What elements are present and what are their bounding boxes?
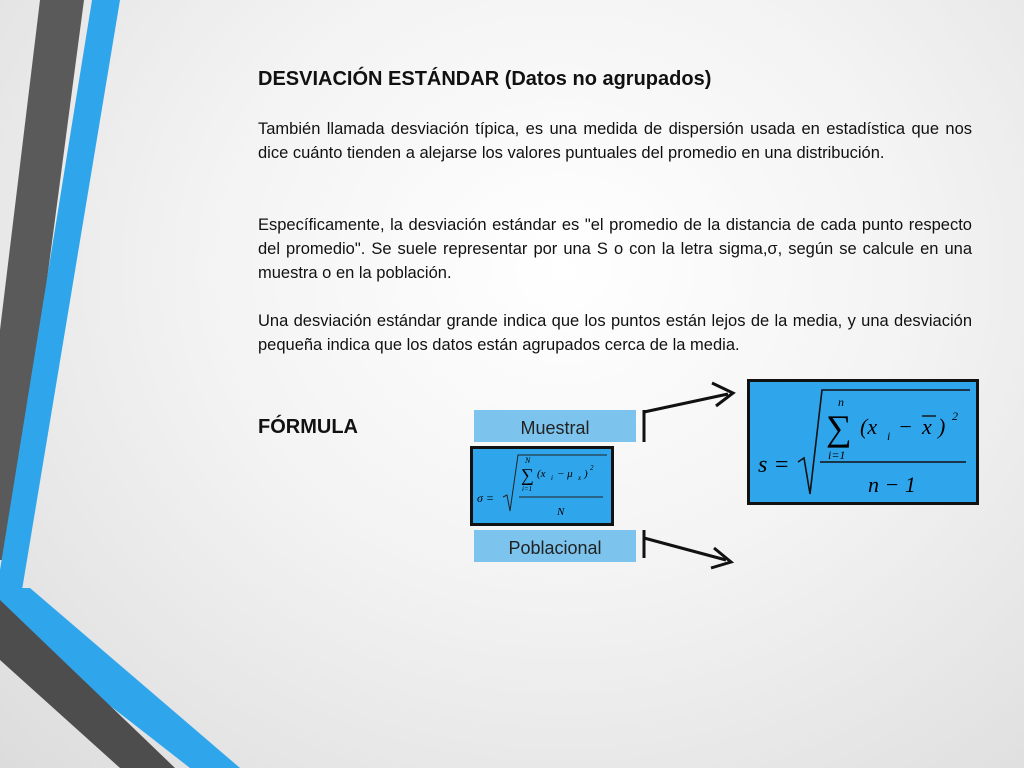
sample-formula: [750, 382, 976, 502]
sample-sigma-icon: ∑: [826, 408, 852, 448]
pop-sigma-icon: ∑: [521, 465, 534, 485]
sample-minus: −: [898, 414, 913, 439]
pop-denominator: N: [557, 506, 565, 518]
muestral-label: Muestral: [474, 410, 636, 442]
sample-close: ): [938, 414, 946, 439]
sample-denominator: n − 1: [868, 472, 916, 497]
paragraph-specifically: Específicamente, la desviación estándar es "el promedio de la distancia de cada punto respecto del promedio". Se suele representar por una S o con la letra sigma,σ, según se calcule en una muestra o en la población.: [258, 216, 972, 282]
paragraph-interpretation: Una desviación estándar grande indica que los puntos están lejos de la media, y una desviación pequeña indica que los datos están agrupados cerca de la media.: [258, 312, 972, 354]
pop-close: ): [584, 468, 588, 480]
population-formula: [473, 449, 611, 523]
sample-lhs: s =: [758, 452, 790, 478]
sample-term: (x: [860, 414, 878, 439]
pop-sub-i: i: [551, 474, 553, 482]
poblacional-label: Poblacional: [474, 530, 636, 562]
formula-heading: FÓRMULA: [258, 416, 358, 438]
gray-stripe-bottom: [0, 600, 175, 768]
population-formula-box: [470, 446, 614, 526]
sample-formula-box: [747, 379, 979, 505]
sample-exp: 2: [952, 409, 958, 423]
pop-exp: 2: [590, 464, 594, 472]
pop-upper: N: [525, 456, 531, 465]
sample-xbar: x: [922, 414, 932, 439]
paragraph-definition: También llamada desviación típica, es una medida de dispersión usada en estadística que nos dice cuánto tienden a alejarse los valores puntuales del promedio en una distribución.: [258, 120, 972, 162]
sample-sub-i: i: [887, 429, 891, 443]
pop-term: (x: [537, 468, 546, 480]
page-title: DESVIACIÓN ESTÁNDAR (Datos no agrupados): [258, 68, 712, 90]
pop-sub-x: x: [578, 474, 582, 482]
sample-lower: i=1: [828, 448, 846, 462]
pop-minus: − μ: [557, 468, 573, 480]
pop-lower: i=1: [522, 485, 533, 493]
sample-upper: n: [838, 395, 844, 409]
pop-lhs: σ =: [477, 491, 495, 505]
